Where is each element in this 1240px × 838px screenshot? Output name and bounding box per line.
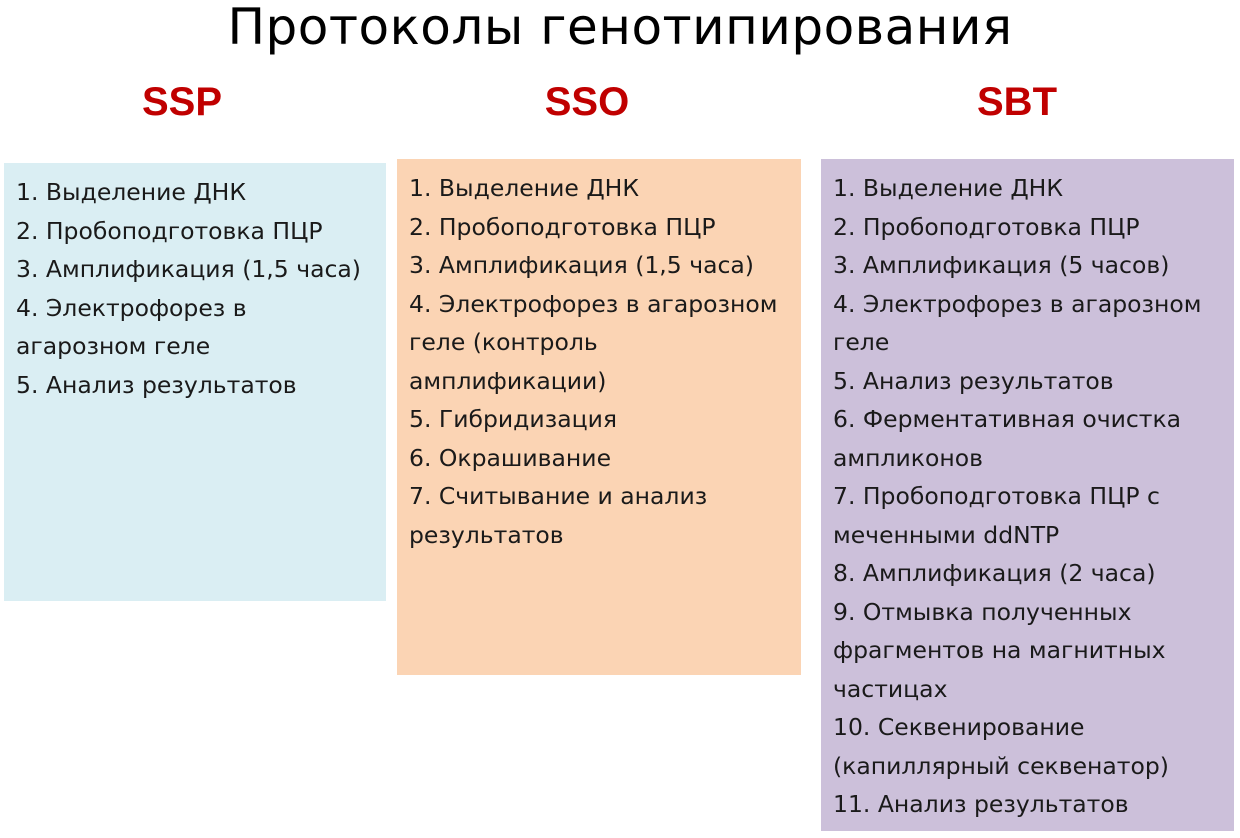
step-item: 6. Ферментативная очистка ампликонов [833, 405, 1182, 472]
step-item: 6. Окрашивание [409, 443, 612, 472]
step-item: 2. Пробоподготовка ПЦР [833, 212, 1140, 241]
step-item: 2. Пробоподготовка ПЦР [409, 212, 716, 241]
column-heading-ssp: SSP [141, 80, 223, 124]
step-item: 1. Выделение ДНК [16, 178, 247, 206]
step-item: 7. Пробоподготовка ПЦР с меченными ddNTP [833, 482, 1160, 549]
step-item: 4. Электрофорез в агарозном геле [16, 293, 247, 360]
step-item: 3. Амплификация (1,5 часа) [16, 255, 361, 283]
step-item: 1. Выделение ДНК [409, 174, 640, 202]
step-item: 5. Анализ результатов [833, 366, 1114, 395]
step-item: 7. Считывание и анализ результатов [409, 482, 708, 549]
step-item: 4. Электрофорез в агарозном геле [833, 289, 1202, 356]
step-item: 3. Амплификация (1,5 часа) [409, 251, 754, 279]
step-item: 2. Пробоподготовка ПЦР [16, 216, 323, 245]
column-heading-sbt: SBT [977, 80, 1057, 124]
sbt-protocol-box [821, 159, 1234, 831]
ssp-step-list [16, 173, 374, 404]
step-item: 5. Гибридизация [409, 405, 618, 433]
step-item: 11. Анализ результатов [833, 790, 1129, 818]
step-item: 8. Амплификация (2 часа) [833, 559, 1156, 587]
page-title: Протоколы генотипирования [227, 0, 1013, 56]
sbt-step-list [833, 169, 1222, 824]
step-item: 10. Секвенирование (капиллярный секвенатор) [833, 713, 1169, 780]
step-item: 4. Электрофорез в агарозном геле (контроль амплификации) [409, 289, 778, 395]
step-item: 1. Выделение ДНК [833, 174, 1064, 202]
step-item: 3. Амплификация (5 часов) [833, 251, 1170, 279]
sso-protocol-box [397, 159, 801, 675]
step-item: 5. Анализ результатов [16, 370, 297, 399]
ssp-protocol-box [4, 163, 386, 601]
sso-step-list [409, 169, 789, 554]
column-heading-sso: SSO [544, 80, 630, 124]
step-item: 9. Отмывка полученных фрагментов на магнитных частицах [833, 597, 1166, 703]
